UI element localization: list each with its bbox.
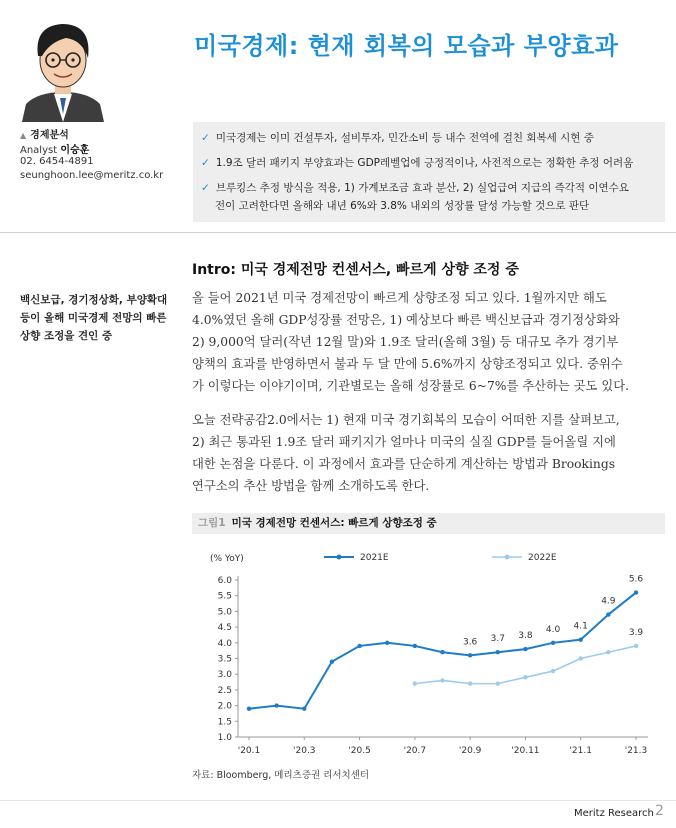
data-point	[330, 659, 334, 663]
data-point	[606, 650, 610, 654]
data-point	[247, 707, 251, 711]
department-label	[20, 126, 69, 141]
x-tick-label: '20.11	[511, 746, 540, 756]
data-point	[551, 669, 555, 673]
y-tick-label: 3.5	[217, 654, 232, 665]
summary-box	[193, 122, 665, 222]
y-tick-label: 3.0	[217, 670, 232, 681]
y-axis	[218, 576, 238, 743]
figure-title: 미국 경제전망 컨센서스: 빠르게 상향조정 중	[231, 517, 437, 529]
data-point	[606, 612, 610, 616]
department-name: 경제분석	[30, 130, 69, 141]
data-label: 5.6	[628, 574, 644, 585]
check-icon: ✓	[201, 182, 210, 194]
data-point	[551, 641, 555, 645]
data-point	[634, 644, 638, 648]
body-paragraph-1	[192, 287, 666, 397]
y-tick-label: 6.0	[217, 576, 232, 586]
footer-divider	[0, 800, 676, 801]
data-point	[579, 656, 583, 660]
paragraph-line: 2) 최근 통과된 1.9조 달러 패키지가 얼마나 미국의 실질 GDP를 들어올릴 지에	[192, 435, 616, 449]
x-axis	[238, 737, 648, 756]
data-point	[634, 590, 638, 594]
analyst-phone: 02. 6454-4891	[20, 156, 94, 167]
summary-text: 브루킹스 추정 방식을 적용, 1) 가계보조금 효과 분산, 2) 실업급여 지급의 즉각적 이연수요	[215, 182, 629, 194]
consensus-line-chart	[196, 542, 666, 760]
footer-brand: Meritz Research	[574, 808, 654, 819]
y-tick-label: 1.0	[217, 733, 232, 743]
x-tick-label: '21.3	[624, 746, 648, 756]
summary-item	[201, 180, 629, 196]
y-tick-label: 5.5	[217, 591, 232, 602]
source-note: 자료: Bloomberg, 메리츠증권 리서치센터	[192, 770, 370, 781]
legend-marker	[337, 555, 342, 560]
data-point	[496, 650, 500, 654]
data-point	[496, 681, 500, 685]
data-point	[413, 644, 417, 648]
data-point	[357, 644, 361, 648]
x-tick-label: '20.5	[348, 746, 371, 756]
data-point	[440, 678, 444, 682]
section-divider	[0, 232, 676, 233]
data-point	[413, 681, 417, 685]
data-label: 3.8	[518, 631, 533, 642]
page-number: 2	[655, 803, 664, 819]
chart-series	[247, 575, 644, 711]
figure-caption	[192, 513, 665, 534]
x-tick-label: '20.7	[403, 746, 427, 756]
data-label: 4.9	[601, 596, 616, 607]
data-label: 3.7	[490, 634, 505, 645]
data-label: 4.0	[545, 624, 561, 635]
data-label: 4.1	[573, 621, 588, 632]
data-point	[440, 650, 444, 654]
analyst-email[interactable]: seunghoon.lee@meritz.co.kr	[20, 170, 164, 181]
analyst-role: Analyst	[20, 145, 58, 156]
y-tick-label: 1.5	[217, 717, 232, 728]
paragraph-line: 대한 논점을 다룬다. 이 과정에서 효과를 단순하게 계산하는 방법과 Brookings	[192, 457, 616, 471]
summary-item-continued: 전이 고려한다면 올해와 내년 6%와 3.8% 내외의 성장률 달성 가능할 것으로 판단	[215, 200, 590, 212]
side-note-line: 등이 올해 미국경제 전망의 빠른	[20, 312, 167, 324]
paragraph-line: 2) 9,000억 달러(작년 12월 말)와 1.9조 달러(올해 3월) 등 대규모 추가 경기부	[192, 335, 619, 349]
data-point	[468, 681, 472, 685]
side-note-line: 백신보급, 경기정상화, 부양확대	[20, 294, 168, 306]
paragraph-line: 4.0%였던 올해 GDP성장률 전망은, 1) 예상보다 빠른 백신보급과 경기정상화와	[192, 313, 620, 327]
data-point	[523, 647, 527, 651]
section-heading: Intro: 미국 경제전망 컨센서스, 빠르게 상향 조정 중	[192, 262, 519, 278]
legend-label: 2021E	[360, 553, 389, 563]
x-tick-label: '20.1	[237, 746, 261, 756]
check-icon: ✓	[201, 132, 210, 144]
x-tick-label: '20.3	[293, 746, 316, 756]
page-title: 미국경제: 현재 회복의 모습과 부양효과	[194, 32, 619, 60]
y-tick-label: 2.5	[217, 685, 232, 696]
side-note-line: 상향 조정을 견인 중	[20, 330, 113, 342]
paragraph-line: 오늘 전략공감2.0에서는 1) 현재 미국 경기회복의 모습이 어떠한 지를 살펴보고,	[192, 413, 620, 427]
y-tick-label: 2.0	[217, 701, 232, 712]
data-label: 3.6	[462, 637, 478, 648]
chart-legend	[324, 553, 557, 563]
summary-text: 1.9조 달러 패키지 부양효과는 GDP레벨업에 긍정적이나, 사전적으로는 정확한 추정 어려움	[215, 157, 634, 169]
data-label: 3.9	[628, 627, 644, 638]
analyst-name: 이승훈	[60, 145, 90, 156]
data-point	[274, 703, 278, 707]
chart-svg	[196, 542, 666, 760]
legend-marker	[505, 555, 510, 560]
y-tick-label: 4.0	[217, 638, 232, 649]
summary-text: 미국경제는 이미 건설투자, 설비투자, 민간소비 등 내수 전역에 걸친 회복세 시현 중	[215, 132, 594, 144]
paragraph-line: 연구소의 추산 방법을 함께 소개하도록 한다.	[192, 479, 430, 493]
analyst-avatar	[16, 14, 110, 122]
body-paragraph-2	[192, 409, 666, 497]
x-tick-label: '20.9	[458, 746, 482, 756]
data-point	[302, 707, 306, 711]
data-point	[385, 641, 389, 645]
x-tick-label: '21.1	[569, 746, 592, 756]
y-axis-label: (% YoY)	[210, 554, 244, 564]
paragraph-line: 올 들어 2021년 미국 경제전망이 빠르게 상향조정 되고 있다. 1월까지만 해도	[192, 291, 607, 305]
analyst-line	[20, 141, 89, 156]
figure-number: 그림1	[198, 517, 226, 529]
y-tick-label: 5.0	[217, 607, 232, 618]
summary-item	[201, 155, 633, 171]
triangle-icon: ▲	[20, 131, 27, 140]
paragraph-line: 양책의 효과를 반영하면서 불과 두 달 만에 5.6%까지 상향조정되고 있다. 중위수	[192, 357, 623, 371]
data-point	[523, 675, 527, 679]
check-icon: ✓	[201, 157, 210, 169]
summary-item	[201, 130, 594, 146]
legend-label: 2022E	[528, 553, 557, 563]
side-note	[20, 291, 185, 345]
y-tick-label: 4.5	[217, 623, 232, 634]
data-point	[579, 637, 583, 641]
paragraph-line: 가 이렇다는 이야기이며, 기관별로는 올해 성장률로 6~7%를 추산하는 곳도 있다.	[192, 379, 629, 393]
data-point	[468, 653, 472, 657]
